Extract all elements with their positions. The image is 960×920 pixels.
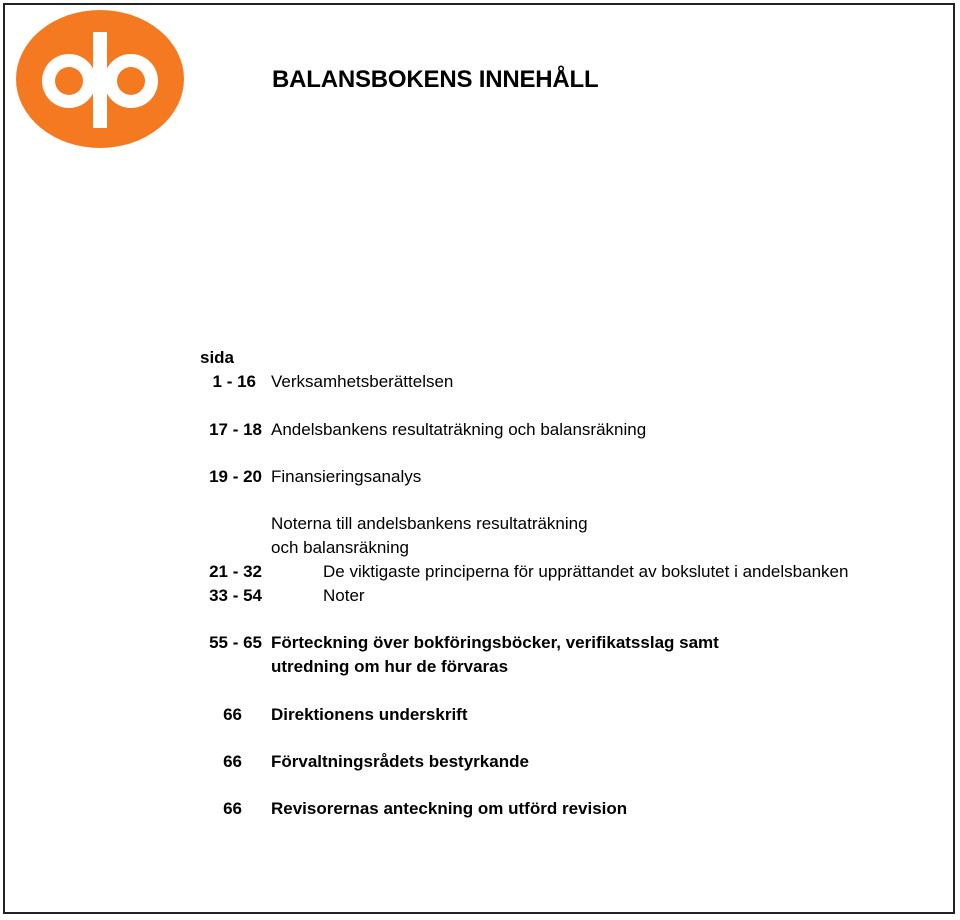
op-logo-icon: [16, 10, 184, 148]
entry-title: Revisorernas anteckning om utförd revision: [271, 799, 628, 818]
notes-heading-line2: och balansräkning: [271, 538, 409, 557]
entry-title-line1: Förteckning över bokföringsböcker, verifikatsslag samt: [271, 633, 719, 652]
note-title: De viktigaste principerna för upprättandet av bokslutet i andelsbanken: [323, 562, 849, 581]
column-header-page: sida: [200, 348, 235, 367]
entry-title: Finansieringsanalys: [271, 467, 422, 486]
entry-title: Förvaltningsrådets bestyrkande: [271, 752, 529, 771]
entry-title-line2: utredning om hur de förvaras: [271, 657, 509, 676]
page-title: BALANSBOKENS INNEHÅLL: [272, 66, 599, 93]
note-pages: 21 - 32: [209, 562, 262, 581]
entry-pages: 55 - 65: [209, 633, 262, 652]
entry-pages: 66: [223, 752, 242, 771]
entry-pages: 66: [223, 799, 242, 818]
entry-pages: 17 - 18: [209, 420, 262, 439]
notes-heading-line1: Noterna till andelsbankens resultaträkning: [271, 514, 588, 533]
entry-title: Verksamhetsberättelsen: [271, 372, 454, 391]
entry-pages: 1 - 16: [212, 372, 256, 391]
entry-pages: 19 - 20: [209, 467, 262, 486]
note-pages: 33 - 54: [209, 586, 262, 605]
entry-pages: 66: [223, 705, 242, 724]
entry-title: Direktionens underskrift: [271, 705, 468, 724]
note-title: Noter: [323, 586, 365, 605]
entry-title: Andelsbankens resultaträkning och balansräkning: [271, 420, 647, 439]
